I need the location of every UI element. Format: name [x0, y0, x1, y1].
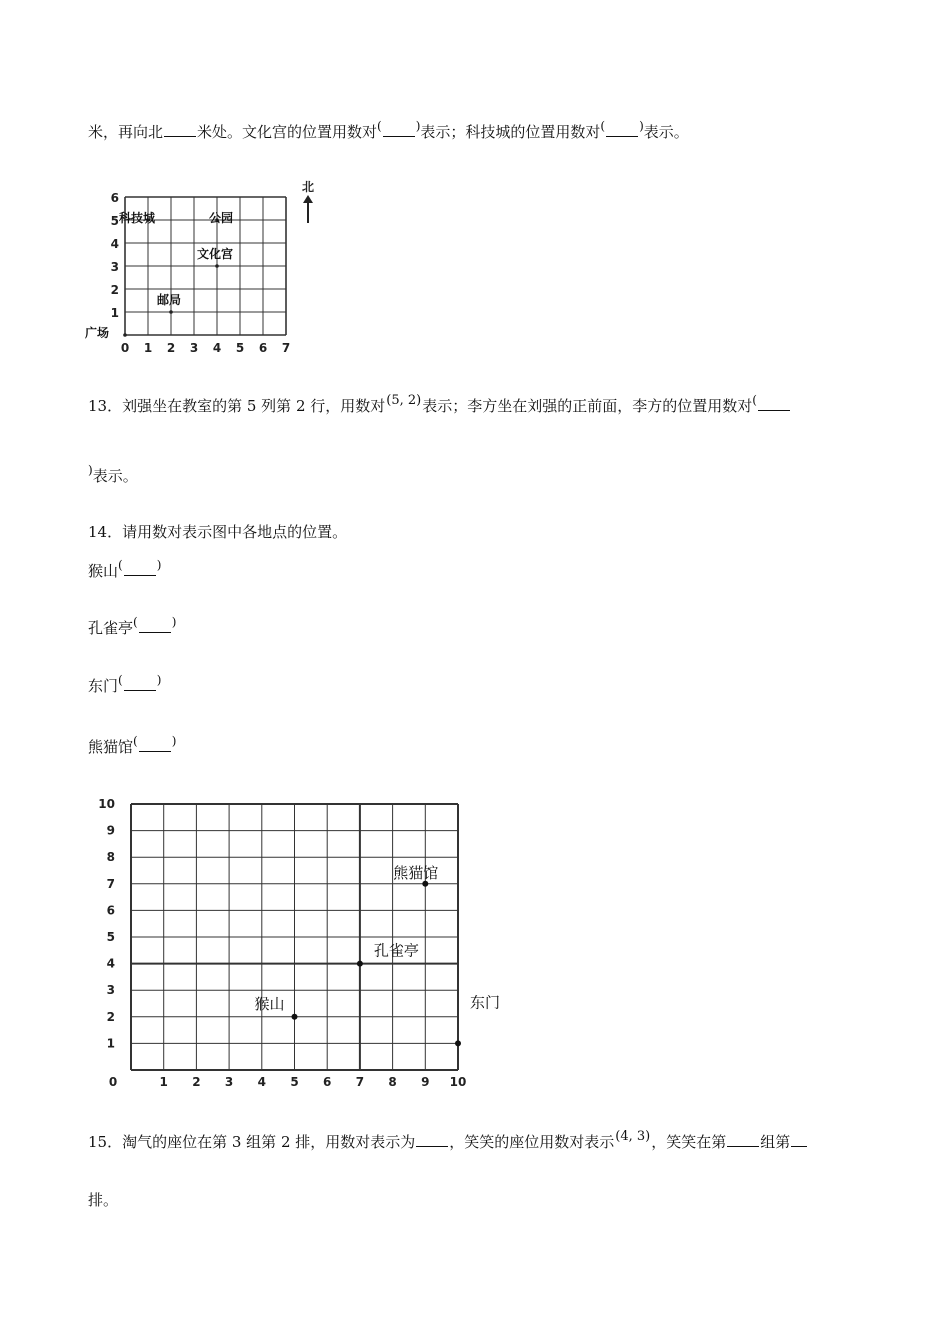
y-tick-label: 4 — [106, 956, 115, 971]
x-tick-label: 7 — [281, 341, 291, 355]
x-tick-label: 1 — [143, 341, 153, 355]
q15-number: 15． — [88, 1133, 123, 1151]
x-tick-label: 7 — [355, 1075, 365, 1089]
place-label: 孔雀亭 — [373, 941, 419, 960]
q14-item-label: 孔雀亭 — [88, 619, 134, 637]
q14-close-paren: ) — [156, 558, 162, 572]
q14-number: 14． — [88, 523, 123, 541]
q15-text-d: 组第 — [760, 1133, 791, 1151]
y-tick-label: 1 — [110, 306, 119, 320]
place-label: 东门 — [470, 993, 501, 1012]
q14-close-paren: ) — [171, 734, 177, 748]
q13-line-1 — [88, 395, 791, 419]
q15-line-1 — [88, 1131, 808, 1155]
q14-item — [88, 736, 176, 759]
x-tick-label: 4 — [257, 1075, 266, 1089]
map-figure-2 — [86, 790, 516, 1100]
q13-text-c: 表示。 — [92, 467, 138, 485]
y-tick-label: 3 — [106, 983, 115, 998]
q14-blank-peacock[interactable] — [139, 618, 171, 633]
x-tick-label: 9 — [421, 1075, 430, 1089]
place-label: 猴山 — [254, 994, 285, 1013]
x-tick-label: 3 — [189, 341, 199, 355]
q14-prompt: 请用数对表示图中各地点的位置。 — [122, 523, 348, 541]
q15-blank-pair[interactable] — [416, 1132, 448, 1147]
y-tick-label: 6 — [110, 191, 119, 205]
q14-open-paren: ( — [118, 673, 123, 687]
y-tick-label: 6 — [106, 903, 115, 918]
q12-text-c: 表示；科技城的位置用数对 — [420, 123, 601, 141]
q15-text-e: 排。 — [88, 1191, 119, 1209]
map-figure-1 — [84, 175, 334, 360]
q14-item — [88, 560, 161, 583]
place-marker — [292, 1014, 298, 1020]
q14-blank-panda[interactable] — [139, 737, 171, 752]
q13-number: 13． — [88, 397, 123, 415]
q14-open-paren: ( — [133, 615, 138, 629]
y-tick-label: 9 — [106, 823, 115, 838]
q12-blank-north[interactable] — [164, 122, 196, 137]
q12-blank-tech[interactable] — [606, 122, 638, 137]
x-tick-label: 4 — [212, 341, 222, 355]
q15-text-c: ，笑笑在第 — [651, 1133, 727, 1151]
q14-item-label: 熊猫馆 — [88, 738, 134, 756]
y-tick-label: 2 — [110, 283, 119, 297]
q15-text-a: 淘气的座位在第 3 组第 2 排，用数对表示为 — [122, 1133, 416, 1151]
place-marker — [357, 961, 363, 967]
x-tick-label: 8 — [388, 1075, 397, 1089]
y-tick-label: 5 — [106, 930, 115, 944]
q14-close-paren: ) — [171, 615, 177, 629]
y-tick-label: 4 — [110, 237, 119, 251]
q14-item-label: 猴山 — [88, 562, 119, 580]
q12-text-a: 米，再向北 — [88, 123, 164, 141]
x-tick-label: 5 — [235, 341, 245, 355]
q12-line — [88, 121, 689, 144]
q14-close-paren: ) — [156, 673, 162, 687]
q13-text-b: 表示；李方坐在刘强的正前面，李方的位置用数对 — [422, 397, 753, 415]
north-arrowhead-icon — [303, 195, 313, 203]
y-tick-label: 3 — [110, 260, 119, 274]
q14-item-label: 东门 — [88, 677, 119, 695]
q14-item — [88, 675, 161, 698]
x-tick-label: 6 — [258, 341, 268, 355]
x-tick-label: 0 — [108, 1075, 118, 1089]
q12-open-paren-1: ( — [377, 119, 382, 133]
q15-blank-group[interactable] — [727, 1132, 759, 1147]
y-tick-label: 10 — [98, 797, 115, 811]
x-tick-label: 2 — [166, 341, 176, 355]
q14-open-paren: ( — [118, 558, 123, 572]
x-tick-label: 0 — [120, 341, 130, 355]
x-tick-label: 5 — [290, 1075, 299, 1089]
q13-open-paren: ( — [752, 393, 757, 407]
q12-close-paren-2: ) — [639, 119, 644, 133]
place-label: 邮局 — [157, 293, 182, 307]
y-tick-label: 2 — [106, 1009, 115, 1024]
q15-line-2 — [88, 1189, 118, 1211]
q15-pair: (4, 3) — [615, 1129, 651, 1144]
x-tick-label: 3 — [224, 1075, 234, 1089]
q14-blank-monkey[interactable] — [124, 561, 156, 576]
q12-close-paren-1: ) — [415, 119, 421, 133]
q14-open-paren: ( — [133, 734, 138, 748]
q13-line-2 — [88, 465, 138, 488]
place-label: 文化宫 — [197, 247, 234, 261]
q15-blank-row[interactable] — [791, 1132, 807, 1147]
q12-text-b: 米处。文化宫的位置用数对 — [197, 123, 378, 141]
q13-close-paren: ) — [88, 463, 93, 477]
place-label: 广场 — [85, 326, 110, 340]
place-marker — [455, 1040, 461, 1046]
north-label: 北 — [301, 180, 315, 194]
x-tick-label: 6 — [323, 1075, 332, 1089]
x-tick-label: 2 — [192, 1075, 201, 1089]
y-tick-label: 5 — [110, 214, 119, 228]
q13-blank[interactable] — [758, 396, 790, 411]
q12-blank-culture[interactable] — [383, 122, 415, 137]
place-label: 公园 — [209, 211, 234, 225]
place-marker — [169, 310, 173, 314]
x-tick-label: 10 — [449, 1075, 467, 1089]
q14-prompt-line — [88, 521, 347, 543]
y-tick-label: 1 — [106, 1036, 115, 1051]
place-label: 熊猫馆 — [393, 863, 439, 882]
q14-blank-eastgate[interactable] — [124, 676, 156, 691]
y-tick-label: 7 — [106, 876, 115, 891]
q13-pair: (5, 2) — [386, 393, 422, 408]
q13-text-a: 刘强坐在教室的第 5 列第 2 行，用数对 — [122, 397, 386, 415]
y-tick-label: 8 — [106, 850, 115, 865]
q14-item — [88, 617, 176, 640]
place-marker — [215, 264, 219, 268]
place-label: 科技城 — [119, 211, 156, 225]
q15-text-b: ，笑笑的座位用数对表示 — [449, 1133, 615, 1151]
place-marker — [123, 333, 127, 337]
q12-open-paren-2: ( — [600, 119, 606, 133]
x-tick-label: 1 — [159, 1075, 168, 1089]
q12-text-d: 表示。 — [643, 123, 689, 141]
